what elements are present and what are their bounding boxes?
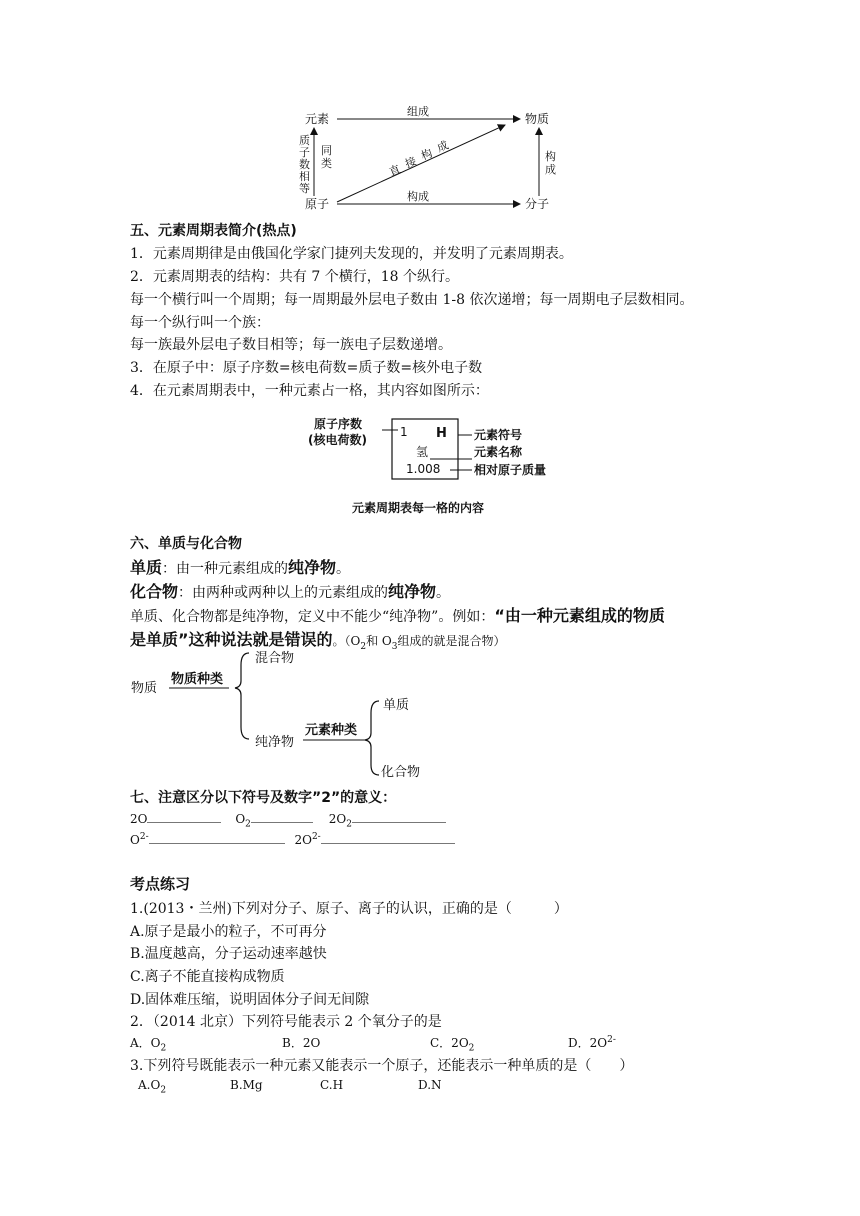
sym-O2-sub: 2 [245, 819, 251, 830]
q2-option-c: C．$2O_2$ [430, 1036, 475, 1054]
huahe-def-bold: 纯净物 [388, 582, 437, 601]
cell-name: 氢 [416, 445, 429, 459]
cell-label-symbol: 元素符号 [474, 428, 523, 442]
q2-option-b: B．2O [282, 1036, 321, 1050]
tree-brace-1 [235, 653, 249, 739]
tonglei-char-1: 类 [321, 157, 332, 170]
cell-number: 1 [400, 425, 408, 439]
section5-heading: 五、元素周期表简介(热点) [130, 223, 297, 239]
section5-line4: 每一个纵行叫一个族： [130, 315, 270, 331]
danzhi-def-bold: 纯净物 [288, 558, 337, 577]
cell-symbol: H [436, 426, 447, 441]
blank-2[interactable] [251, 810, 313, 823]
zhijie-char-3: 成 [435, 138, 451, 155]
element-cell-figure [300, 412, 570, 520]
tree-brace-2 [365, 701, 379, 775]
zhizishu-char-0: 质 [299, 134, 310, 147]
sub-3: 3 [391, 641, 398, 652]
tree-danzhi: 单质 [383, 698, 410, 713]
blank-1[interactable] [147, 810, 221, 823]
q2-option-d: D．$2O^{2-}$ [568, 1035, 616, 1050]
blank-5[interactable] [321, 831, 455, 844]
danzhi-def-text: ：由一种元素组成的 [162, 561, 289, 577]
section5-line2: 2．元素周期表的结构：共有 7 个横行，18 个纵行。 [130, 269, 459, 285]
danzhi-definition [130, 555, 350, 578]
node-yuansu: 元素 [305, 112, 330, 126]
para2-bold: 是单质”这种说法就是错误的 [130, 630, 333, 649]
q3-option-b: B.Mg [230, 1078, 263, 1092]
label-goucheng-bottom: 构成 [407, 190, 429, 203]
zhijie-char-0: 直 [387, 162, 403, 179]
cell-label-nuclear-charge: (核电荷数) [308, 433, 367, 447]
cell-label-atomic-number: 原子序数 [314, 417, 363, 431]
section5-line3: 每一个横行叫一个周期；每一周期最外层电子数由 1-8 依次递增；每一周期电子层数相同。 [130, 292, 694, 308]
sym-O2minus: O [130, 833, 140, 847]
sym-O2: O [235, 812, 246, 826]
cell-label-mass: 相对原子质量 [474, 463, 547, 477]
label-tonglei [321, 144, 332, 170]
blank-3[interactable] [352, 810, 446, 823]
q1-option-c: C.离子不能直接构成物质 [130, 969, 285, 985]
node-fenzi: 分子 [525, 197, 550, 211]
label-zucheng: 组成 [407, 105, 429, 118]
sym-2O2: 2O [328, 812, 347, 826]
zhizishu-char-1: 子 [299, 146, 310, 159]
para2-text-c: 组成的就是混合物） [397, 634, 506, 648]
section5-line6: 3．在原子中：原子序数=核电荷数=质子数=核外电子数 [130, 360, 483, 376]
para2-text-a: 。（O [332, 634, 361, 648]
q3-option-d: D.N [418, 1078, 442, 1092]
sub-2: 2 [360, 641, 367, 652]
sym-2O2minus-sup: 2- [311, 832, 321, 842]
cell-label-name: 元素名称 [474, 445, 523, 459]
sym-2O2-sub: 2 [346, 819, 352, 830]
zhijie-char-1: 接 [403, 154, 419, 171]
cell-mass: 1.008 [406, 462, 441, 476]
blank-4[interactable] [149, 831, 285, 844]
node-yuanzi: 原子 [305, 197, 330, 211]
node-wuzhi: 物质 [525, 112, 550, 126]
tree-yuansu-zhonglei: 元素种类 [305, 723, 358, 738]
para1-bold: “由一种元素组成的物质 [494, 606, 665, 625]
tree-huahewu: 化合物 [381, 765, 421, 780]
section5-line1: 1．元素周期律是由俄国化学家门捷列夫发现的，并发明了元素周期表。 [130, 246, 573, 262]
question-1: 1.(2013・兰州)下列对分子、原子、离子的认识，正确的是（ ） [130, 901, 568, 917]
danzhi-end: 。 [336, 561, 351, 577]
zhizishu-char-4: 等 [299, 182, 310, 195]
label-goucheng-right-1: 构成 [545, 150, 556, 176]
tree-zhonglei: 物质种类 [171, 672, 224, 687]
danzhi-term: 单质 [130, 558, 163, 577]
section5-line7: 4．在元素周期表中，一种元素占一格，其内容如图所示： [130, 383, 489, 399]
q1-option-b: B.温度越高，分子运动速率越快 [130, 946, 327, 962]
huahe-def-text: ：由两种或两种以上的元素组成的 [178, 585, 389, 601]
section6-heading: 六、单质与化合物 [130, 536, 242, 552]
label-zhizishu-xiangdeng [299, 133, 310, 195]
tree-chunjing: 纯净物 [255, 735, 295, 750]
huahe-term: 化合物 [130, 582, 179, 601]
huahe-end: 。 [436, 585, 451, 601]
question-2: 2．（2014 北京）下列符号能表示 2 个氧分子的是 [130, 1014, 442, 1030]
para2-text-b: 和 O [366, 634, 392, 648]
huahe-definition [130, 579, 450, 602]
section5-line5: 每一族最外层电子数目相等；每一族电子层数递增。 [130, 337, 452, 353]
para1-text: 单质、化合物都是纯净物，定义中不能少“纯净物”。例如： [130, 609, 495, 625]
section7-row1 [130, 810, 446, 829]
zhijie-char-2: 构 [419, 146, 435, 163]
sym-2O2minus: 2O [294, 833, 312, 847]
q3-option-c: C.H [320, 1078, 344, 1092]
tree-hunhe: 混合物 [255, 651, 295, 666]
tonglei-char-0: 同 [321, 144, 332, 157]
q1-option-d: D.固体难压缩，说明固体分子间无间隙 [130, 992, 370, 1008]
tree-wuzhi: 物质 [131, 681, 158, 696]
label-zhijie-goucheng [387, 138, 450, 179]
section6-para1 [130, 603, 665, 626]
composition-diagram [295, 100, 565, 218]
q2-option-a: A．$O_2$ [130, 1036, 167, 1054]
zhizishu-char-3: 相 [299, 170, 310, 183]
exercise-heading: 考点练习 [130, 875, 191, 893]
question-3: 3.下列符号既能表示一种元素又能表示一个原子，还能表示一种单质的是（ ） [130, 1058, 634, 1074]
section7-heading: 七、注意区分以下符号及数字”2”的意义： [130, 790, 397, 806]
q3-option-a: $A.O_2$ [138, 1078, 167, 1096]
classification-tree [125, 645, 445, 780]
q1-option-a: A.原子是最小的粒子，不可再分 [130, 924, 327, 940]
sym-2O: 2O [130, 812, 148, 826]
section7-row2 [130, 831, 455, 847]
cell-caption: 元素周期表每一格的内容 [352, 501, 485, 515]
sym-O2minus-sup: 2- [139, 832, 149, 842]
zhizishu-char-2: 数 [299, 158, 310, 171]
